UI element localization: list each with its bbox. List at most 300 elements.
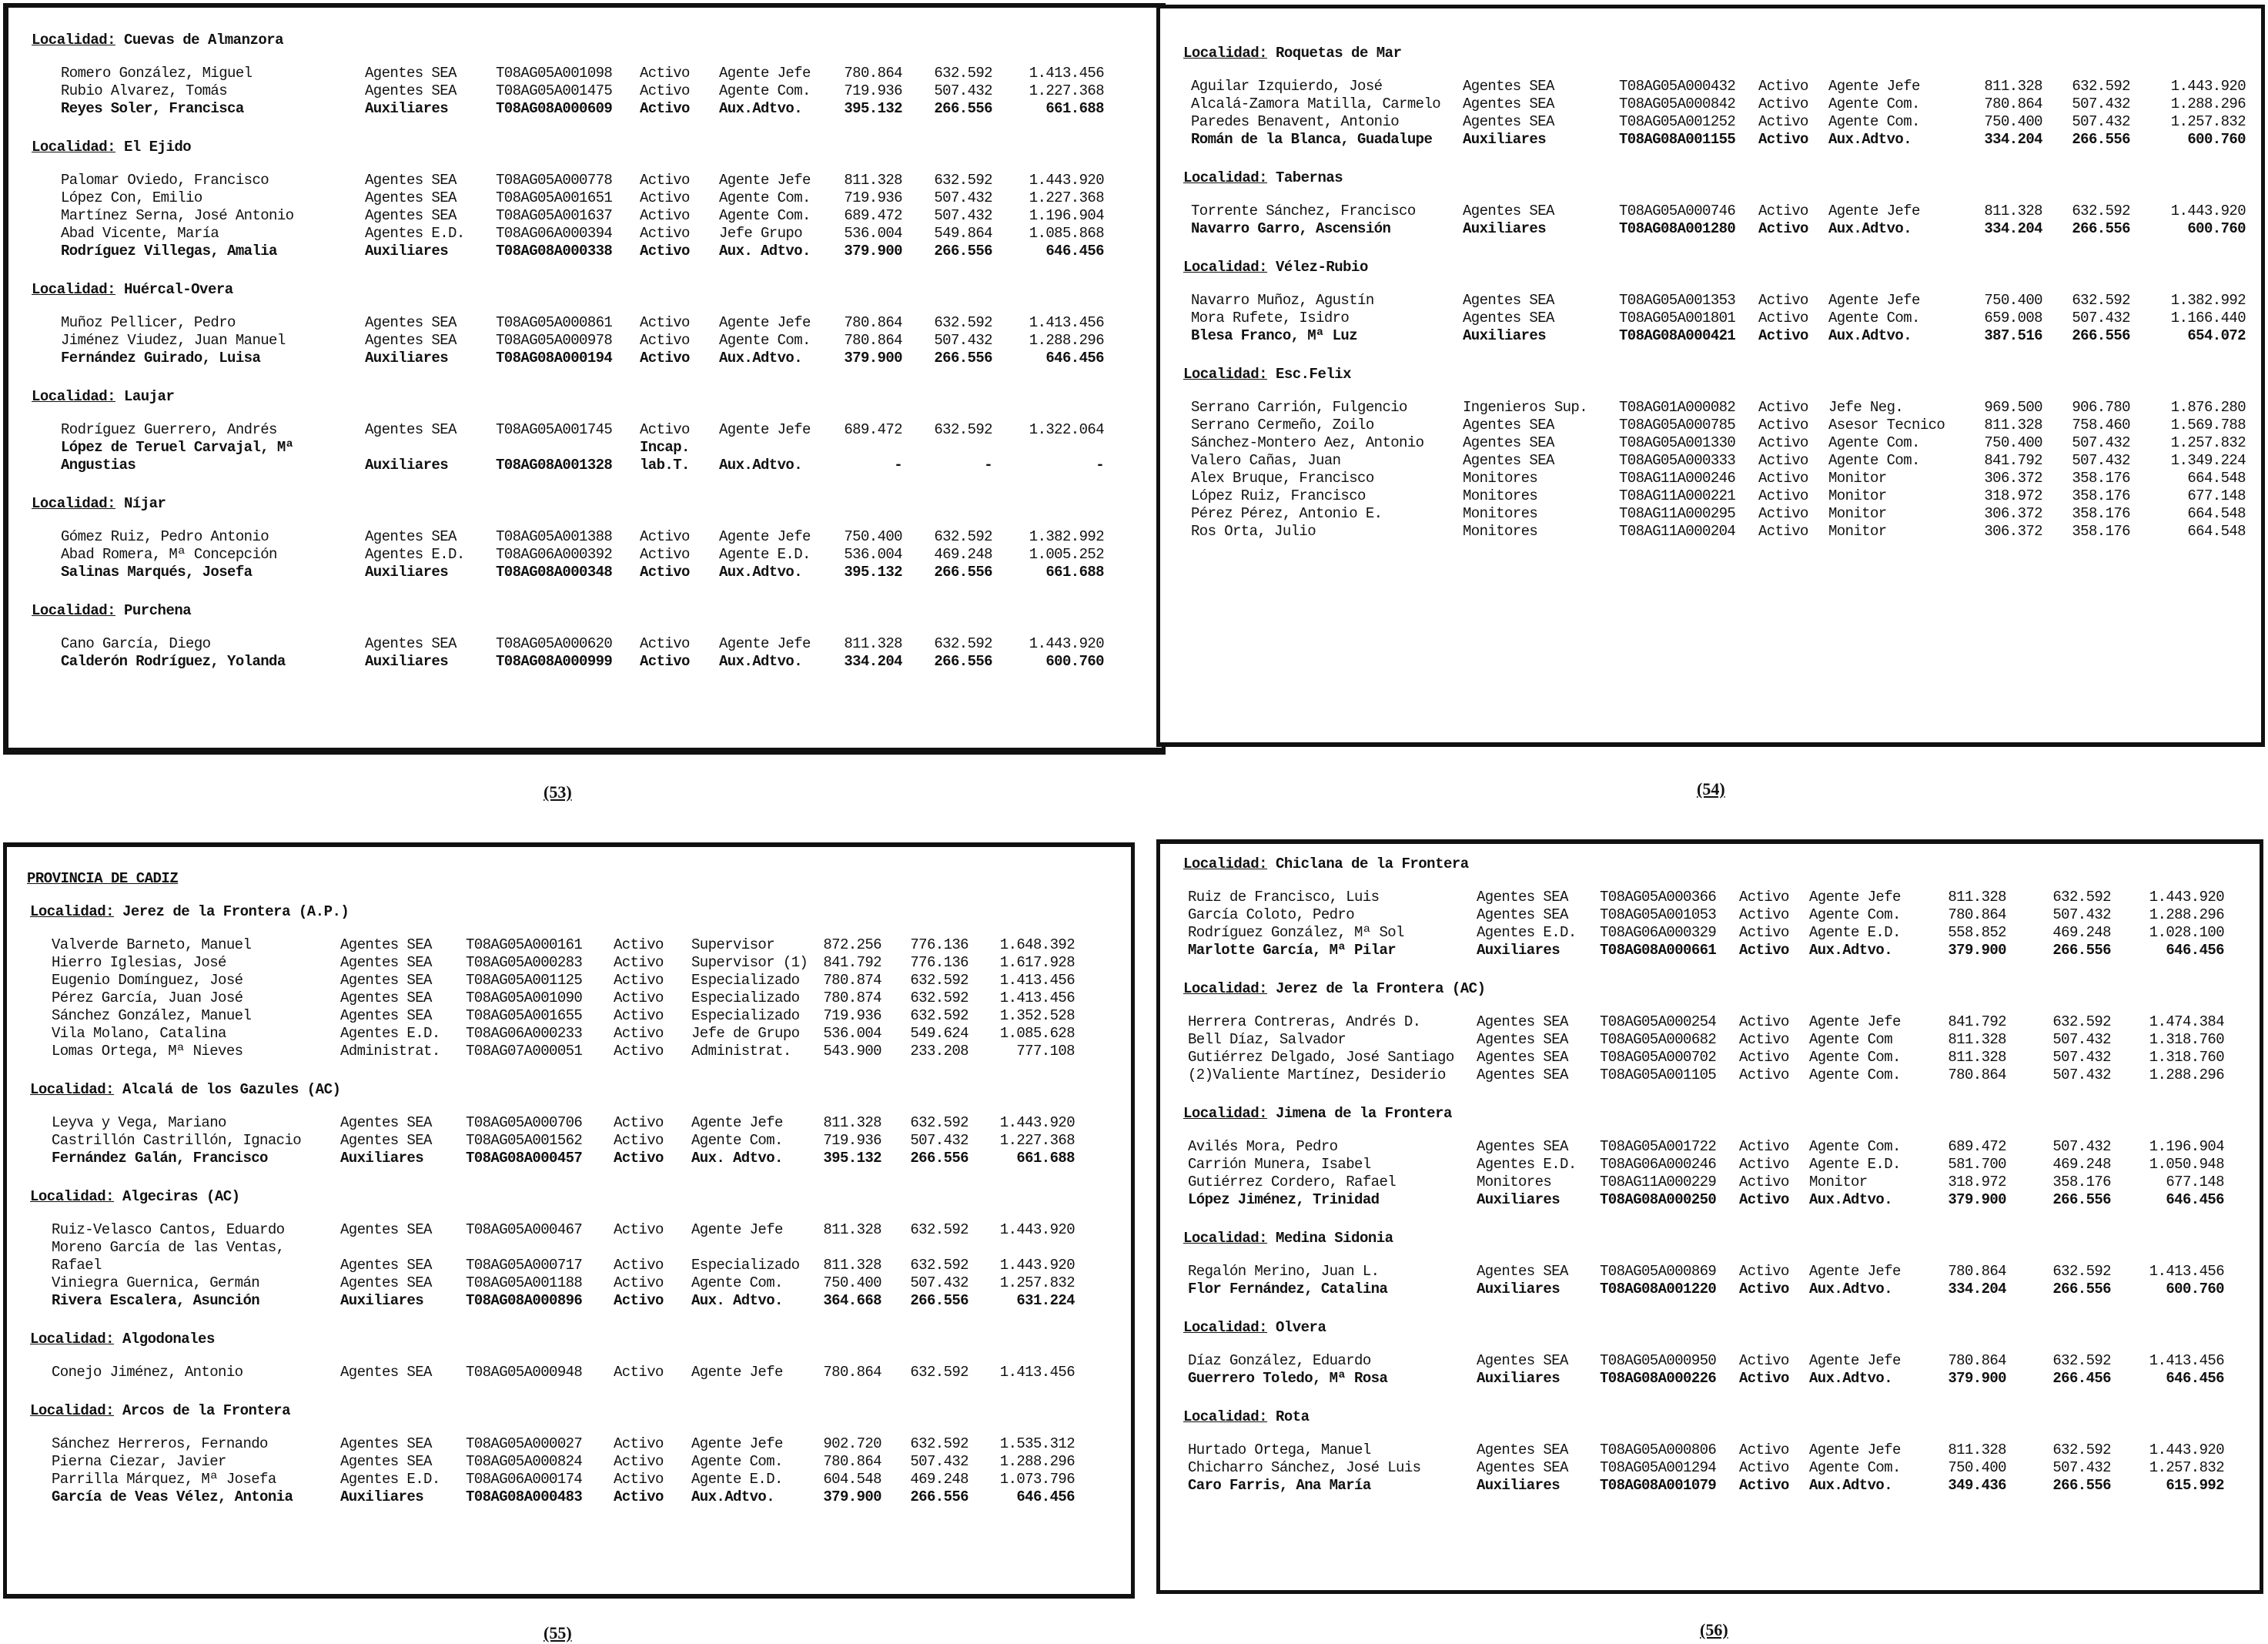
- base-amount: 581.700: [1948, 1156, 2006, 1173]
- supplement-amount: 507.432: [2072, 310, 2130, 326]
- employee-code: T08AG06A000174: [466, 1471, 583, 1488]
- total-amount: 1.443.920: [2170, 78, 2246, 95]
- staff-group: Agentes SEA: [340, 1257, 432, 1274]
- category: Agente E.D.: [691, 1471, 783, 1488]
- employee-name: Caro Farris, Ana María: [1188, 1477, 1371, 1494]
- supplement-amount: 507.432: [2052, 906, 2111, 923]
- staff-group: Auxiliares: [1477, 1281, 1561, 1297]
- locality-heading: [1183, 1318, 2260, 1337]
- page-53-table: [3, 3, 1166, 755]
- staff-group: Auxiliares: [365, 564, 449, 581]
- total-amount: 654.072: [2187, 327, 2246, 344]
- employee-code: T08AG05A001252: [1619, 113, 1736, 130]
- employee-code: T08AG05A000702: [1600, 1049, 1717, 1066]
- table-row: [1160, 487, 2261, 505]
- category: Asesor Tecnico: [1828, 417, 1945, 434]
- locality-name: Alcalá de los Gazules (AC): [122, 1081, 341, 1098]
- category: Monitor: [1809, 1174, 1868, 1190]
- status: Activo: [614, 1025, 664, 1042]
- supplement-amount: 358.176: [2072, 487, 2130, 504]
- locality-section: [7, 1330, 1131, 1381]
- base-amount: 318.972: [1948, 1174, 2006, 1190]
- employee-name: Ruiz-Velasco Cantos, Eduardo: [52, 1221, 285, 1238]
- table-row: [8, 172, 1162, 189]
- employee-code: T08AG08A000609: [496, 100, 613, 117]
- status: Activo: [1739, 1174, 1789, 1190]
- locality-section: [1160, 979, 2260, 1084]
- staff-group: Agentes SEA: [1477, 906, 1568, 923]
- employee-name: Martínez Serna, José Antonio: [61, 207, 294, 224]
- employee-name: Hierro Iglesias, José: [52, 954, 226, 971]
- table-row: [8, 82, 1162, 100]
- employee-code: T08AG05A000620: [496, 635, 613, 652]
- base-amount: 334.204: [1948, 1281, 2006, 1297]
- supplement-amount: 632.592: [934, 314, 992, 331]
- base-amount: 334.204: [844, 653, 902, 670]
- table-row: [1160, 203, 2261, 220]
- employee-name: Pérez Pérez, Antonio E.: [1191, 505, 1383, 522]
- table-row: [1160, 131, 2261, 149]
- employee-name: Moreno García de las Ventas, Rafael: [52, 1239, 285, 1274]
- total-amount: 1.227.368: [1029, 82, 1104, 99]
- base-amount: 543.900: [823, 1043, 881, 1060]
- category: Agente Com.: [719, 82, 811, 99]
- locality-heading: [32, 138, 1162, 156]
- staff-group: Agentes SEA: [365, 82, 457, 99]
- staff-group: Auxiliares: [1463, 131, 1547, 148]
- supplement-amount: 507.432: [2072, 113, 2130, 130]
- staff-group: Agentes SEA: [1477, 1138, 1568, 1155]
- locality-name: Rota: [1275, 1408, 1310, 1425]
- base-amount: 536.004: [844, 225, 902, 242]
- employee-code: T08AG06A000329: [1600, 924, 1717, 941]
- employee-name: Bell Díaz, Salvador: [1188, 1031, 1346, 1048]
- category: Aux.Adtvo.: [1828, 327, 1912, 344]
- table-row: [1160, 470, 2261, 487]
- supplement-amount: 632.592: [934, 65, 992, 82]
- base-amount: 780.864: [1948, 906, 2006, 923]
- base-amount: 780.864: [844, 314, 902, 331]
- status: Activo: [614, 1292, 664, 1309]
- table-row: [1160, 1281, 2260, 1298]
- staff-group: Agentes SEA: [1477, 1013, 1568, 1030]
- employee-name: López Jiménez, Trinidad: [1188, 1191, 1380, 1208]
- base-amount: 811.328: [823, 1257, 881, 1274]
- table-row: [1160, 1352, 2260, 1370]
- supplement-amount: 266.556: [910, 1488, 968, 1505]
- status: Activo: [1739, 1441, 1789, 1458]
- locality-name: Níjar: [123, 495, 166, 512]
- total-amount: 600.760: [2187, 220, 2246, 237]
- employee-name: Sánchez González, Manuel: [52, 1007, 252, 1024]
- table-row: [7, 972, 1131, 989]
- page-content: [8, 31, 1162, 691]
- status: Activo: [614, 1007, 664, 1024]
- staff-group: Auxiliares: [340, 1150, 424, 1167]
- category: Agente Com.: [1828, 113, 1920, 130]
- employee-name: García Coloto, Pedro: [1188, 906, 1355, 923]
- base-amount: 379.900: [844, 243, 902, 259]
- page-number: (55): [544, 1623, 572, 1642]
- total-amount: 646.456: [1045, 350, 1104, 367]
- locality-section: [1160, 1229, 2260, 1298]
- supplement-amount: 632.592: [910, 972, 968, 989]
- employee-name: Blesa Franco, Mª Luz: [1191, 327, 1358, 344]
- total-amount: 1.005.252: [1029, 546, 1104, 563]
- staff-group: Agentes SEA: [340, 936, 432, 953]
- employee-name: Abad Romera, Mª Concepción: [61, 546, 277, 563]
- locality-heading: [1183, 169, 2261, 187]
- page-content: [1160, 855, 2260, 1515]
- base-amount: 379.900: [1948, 942, 2006, 959]
- table-row: [8, 65, 1162, 82]
- table-row: [8, 243, 1162, 260]
- table-row: [1160, 505, 2261, 523]
- locality-heading: [32, 494, 1162, 513]
- page-content: [1160, 44, 2261, 561]
- employee-code: T08AG05A000950: [1600, 1352, 1717, 1369]
- employee-name: Fernández Galán, Francisco: [52, 1150, 268, 1167]
- supplement-amount: 507.432: [2072, 95, 2130, 112]
- staff-group: Agentes SEA: [1477, 1459, 1568, 1476]
- total-amount: 1.443.920: [2149, 1441, 2224, 1458]
- base-amount: 689.472: [844, 207, 902, 224]
- locality-section: [7, 1401, 1131, 1506]
- table-row: [1160, 1156, 2260, 1174]
- locality-heading: [32, 387, 1162, 406]
- total-amount: 1.085.868: [1029, 225, 1104, 242]
- total-amount: 664.548: [2187, 470, 2246, 487]
- employee-code: T08AG05A000432: [1619, 78, 1736, 95]
- employee-code: T08AG05A000333: [1619, 452, 1736, 469]
- employee-name: García de Veas Vélez, Antonia: [52, 1488, 293, 1505]
- category: Jefe Neg.: [1828, 399, 1904, 416]
- locality-heading: [30, 902, 1131, 921]
- total-amount: 1.443.920: [1029, 635, 1104, 652]
- supplement-amount: 266.556: [2052, 1281, 2111, 1297]
- staff-group: Agentes SEA: [365, 314, 457, 331]
- employee-code: T08AG08A000338: [496, 243, 613, 259]
- locality-label: Localidad:: [1183, 1319, 1268, 1336]
- base-amount: 659.008: [1984, 310, 2042, 326]
- locality-heading: [32, 280, 1162, 299]
- status: Activo: [1739, 1370, 1789, 1387]
- employee-code: T08AG05A000824: [466, 1453, 583, 1470]
- status: Activo: [1758, 417, 1808, 434]
- total-amount: 600.760: [1045, 653, 1104, 670]
- supplement-amount: 266.556: [2072, 220, 2130, 237]
- base-amount: 387.516: [1984, 327, 2042, 344]
- employee-code: T08AG08A000457: [466, 1150, 583, 1167]
- locality-label: Localidad:: [30, 1331, 115, 1348]
- base-amount: 811.328: [1948, 1031, 2006, 1048]
- category: Jefe Grupo: [719, 225, 803, 242]
- locality-label: Localidad:: [1183, 45, 1268, 62]
- base-amount: 780.864: [1948, 1066, 2006, 1083]
- locality-label: Localidad:: [32, 281, 116, 298]
- employee-code: T08AG05A000366: [1600, 889, 1717, 906]
- locality-name: Cuevas de Almanzora: [123, 32, 284, 49]
- supplement-amount: 632.592: [2052, 1352, 2111, 1369]
- category: Agente Jefe: [1809, 1441, 1901, 1458]
- employee-name: Viniegra Guernica, Germán: [52, 1274, 260, 1291]
- locality-heading: [32, 31, 1162, 49]
- category: Especializado: [691, 972, 800, 989]
- category: Agente Jefe: [719, 65, 811, 82]
- employee-name: Rodríguez González, Mª Sol: [1188, 924, 1404, 941]
- employee-code: T08AG05A001745: [496, 421, 613, 438]
- staff-group: Agentes SEA: [1463, 78, 1554, 95]
- category: Agente Jefe: [1828, 203, 1920, 219]
- table-row: [1160, 1138, 2260, 1156]
- table-row: [1160, 924, 2260, 942]
- locality-section: [1160, 258, 2261, 345]
- employee-code: T08AG08A000226: [1600, 1370, 1717, 1387]
- staff-group: Agentes E.D.: [365, 546, 465, 563]
- employee-name: Calderón Rodríguez, Yolanda: [61, 653, 286, 670]
- employee-code: T08AG11A000221: [1619, 487, 1736, 504]
- total-amount: 1.443.920: [999, 1257, 1075, 1274]
- table-row: [1160, 889, 2260, 906]
- base-amount: 334.204: [1984, 131, 2042, 148]
- table-row: [7, 1488, 1131, 1506]
- employee-name: Gutiérrez Delgado, José Santiago: [1188, 1049, 1454, 1066]
- supplement-amount: 507.432: [910, 1274, 968, 1291]
- category: Agente Com.: [719, 189, 811, 206]
- employee-code: T08AG05A000861: [496, 314, 613, 331]
- table-row: [7, 1274, 1131, 1292]
- category: Aux. Adtvo.: [691, 1292, 783, 1309]
- table-row: [7, 954, 1131, 972]
- supplement-amount: 266.556: [934, 653, 992, 670]
- locality-label: Localidad:: [1183, 169, 1268, 186]
- supplement-amount: 632.592: [2052, 1263, 2111, 1280]
- staff-group: Agentes SEA: [365, 635, 457, 652]
- supplement-amount: 549.624: [910, 1025, 968, 1042]
- locality-label: Localidad:: [32, 495, 116, 512]
- locality-heading: [1183, 44, 2261, 62]
- employee-code: T08AG05A000978: [496, 332, 613, 349]
- category: Aux.Adtvo.: [1809, 1281, 1893, 1297]
- category: Aux.Adtvo.: [1828, 131, 1912, 148]
- supplement-amount: 507.432: [2052, 1459, 2111, 1476]
- table-row: [1160, 1459, 2260, 1477]
- employee-name: Conejo Jiménez, Antonio: [52, 1364, 243, 1381]
- employee-code: T08AG08A000421: [1619, 327, 1736, 344]
- employee-name: Rubio Alvarez, Tomás: [61, 82, 228, 99]
- status: Activo: [1739, 1191, 1789, 1208]
- total-amount: 1.085.628: [999, 1025, 1075, 1042]
- category: Agente Com.: [691, 1132, 783, 1149]
- employee-code: T08AG06A000233: [466, 1025, 583, 1042]
- status: Activo: [1739, 1156, 1789, 1173]
- employee-name: Castrillón Castrillón, Ignacio: [52, 1132, 302, 1149]
- staff-group: Agentes SEA: [365, 189, 457, 206]
- employee-code: T08AG05A001294: [1600, 1459, 1717, 1476]
- category: Agente Jefe: [691, 1114, 783, 1131]
- category: Agente Jefe: [719, 314, 811, 331]
- locality-section: [7, 1187, 1131, 1310]
- base-amount: 719.936: [844, 82, 902, 99]
- base-amount: 750.400: [844, 528, 902, 545]
- category: Aux. Adtvo.: [691, 1150, 783, 1167]
- status: Activo: [640, 225, 690, 242]
- status: Activo: [1739, 942, 1789, 959]
- category: Monitor: [1828, 470, 1887, 487]
- base-amount: 750.400: [1984, 113, 2042, 130]
- category: Aux.Adtvo.: [1809, 1477, 1893, 1494]
- employee-code: T08AG05A001475: [496, 82, 613, 99]
- status: Activo: [640, 332, 690, 349]
- total-amount: 1.382.992: [1029, 528, 1104, 545]
- table-row: [7, 1114, 1131, 1132]
- staff-group: Auxiliares: [365, 653, 449, 670]
- total-amount: 1.535.312: [999, 1435, 1075, 1452]
- staff-group: Monitores: [1463, 487, 1538, 504]
- province-title: PROVINCIA DE CADIZ: [27, 870, 179, 887]
- category: Aux.Adtvo.: [1809, 1370, 1893, 1387]
- staff-group: Agentes SEA: [1477, 1441, 1568, 1458]
- base-amount: 306.372: [1984, 523, 2042, 540]
- staff-group: Auxiliares: [1463, 327, 1547, 344]
- employee-code: T08AG08A000348: [496, 564, 613, 581]
- table-row: [1160, 1191, 2260, 1209]
- employee-name: López de Teruel Carvajal, Mª Angustias: [61, 439, 294, 474]
- base-amount: 750.400: [1948, 1459, 2006, 1476]
- category: Aux.Adtvo.: [719, 653, 803, 670]
- employee-name: Parrilla Márquez, Mª Josefa: [52, 1471, 276, 1488]
- locality-section: [1160, 1408, 2260, 1495]
- employee-name: Navarro Garro, Ascensión: [1191, 220, 1391, 237]
- page-56-table: [1156, 839, 2263, 1594]
- table-row: [1160, 220, 2261, 238]
- status: Activo: [1739, 1459, 1789, 1476]
- base-amount: 811.328: [1984, 78, 2042, 95]
- base-amount: 379.900: [823, 1488, 881, 1505]
- base-amount: 780.864: [1948, 1263, 2006, 1280]
- employee-code: T08AG08A001328: [496, 457, 613, 474]
- staff-group: Agentes SEA: [1477, 1049, 1568, 1066]
- employee-name: Serrano Carrión, Fulgencio: [1191, 399, 1407, 416]
- staff-group: Auxiliares: [340, 1292, 424, 1309]
- status: Activo: [614, 1364, 664, 1381]
- employee-code: T08AG11A000295: [1619, 505, 1736, 522]
- category: Especializado: [691, 1007, 800, 1024]
- total-amount: 1.569.788: [2170, 417, 2246, 434]
- base-amount: 689.472: [1948, 1138, 2006, 1155]
- table-row: [1160, 113, 2261, 131]
- status: Activo: [1739, 1066, 1789, 1083]
- base-amount: 811.328: [823, 1221, 881, 1238]
- staff-group: Auxiliares: [1477, 1191, 1561, 1208]
- status: Activo: [1739, 924, 1789, 941]
- table-row: [8, 332, 1162, 350]
- staff-group: Agentes E.D.: [1477, 1156, 1577, 1173]
- table-row: [1160, 1066, 2260, 1084]
- employee-code: T08AG05A001651: [496, 189, 613, 206]
- base-amount: 780.864: [823, 1364, 881, 1381]
- total-amount: 1.288.296: [999, 1453, 1075, 1470]
- total-amount: 1.196.904: [2149, 1138, 2224, 1155]
- locality-heading: [30, 1187, 1131, 1206]
- supplement-amount: 266.556: [934, 100, 992, 117]
- base-amount: 558.852: [1948, 924, 2006, 941]
- table-row: [1160, 310, 2261, 327]
- category: Supervisor: [691, 936, 775, 953]
- category: Agente Com.: [1809, 1049, 1901, 1066]
- employee-name: Vila Molano, Catalina: [52, 1025, 226, 1042]
- locality-name: Vélez-Rubio: [1275, 259, 1368, 276]
- table-row: [1160, 292, 2261, 310]
- status: Activo: [1739, 1138, 1789, 1155]
- staff-group: Agentes E.D.: [1477, 924, 1577, 941]
- supplement-amount: 358.176: [2072, 470, 2130, 487]
- locality-name: Esc.Felix: [1275, 366, 1352, 383]
- base-amount: 536.004: [823, 1025, 881, 1042]
- locality-heading: [1183, 365, 2261, 383]
- employee-name: Valverde Barneto, Manuel: [52, 936, 252, 953]
- category: Agente Com.: [1809, 1459, 1901, 1476]
- employee-name: Paredes Benavent, Antonio: [1191, 113, 1400, 130]
- total-amount: 1.288.296: [2149, 1066, 2224, 1083]
- staff-group: Agentes E.D.: [365, 225, 465, 242]
- employee-code: T08AG05A000467: [466, 1221, 583, 1238]
- locality-section: [8, 31, 1162, 118]
- supplement-amount: 507.432: [2072, 434, 2130, 451]
- total-amount: 1.876.280: [2170, 399, 2246, 416]
- status: Activo: [614, 936, 664, 953]
- employee-name: Rivera Escalera, Asunción: [52, 1292, 260, 1309]
- supplement-amount: 266.556: [2072, 327, 2130, 344]
- base-amount: 872.256: [823, 936, 881, 953]
- supplement-amount: 507.432: [2052, 1066, 2111, 1083]
- total-amount: 1.288.296: [1029, 332, 1104, 349]
- table-row: [7, 1007, 1131, 1025]
- table-row: [1160, 523, 2261, 541]
- staff-group: Agentes SEA: [1477, 889, 1568, 906]
- status: Activo: [1739, 906, 1789, 923]
- status: Activo: [640, 635, 690, 652]
- staff-group: Agentes SEA: [365, 172, 457, 189]
- employee-code: T08AG08A000661: [1600, 942, 1717, 959]
- status: Activo: [1758, 310, 1808, 326]
- base-amount: 780.864: [823, 1453, 881, 1470]
- staff-group: Agentes SEA: [340, 954, 432, 971]
- table-row: [7, 1221, 1131, 1239]
- status: Activo: [614, 989, 664, 1006]
- base-amount: 780.874: [823, 972, 881, 989]
- locality-heading: [30, 1401, 1131, 1420]
- status: Activo: [640, 528, 690, 545]
- employee-name: Gutiérrez Cordero, Rafael: [1188, 1174, 1397, 1190]
- total-amount: 631.224: [1016, 1292, 1075, 1309]
- supplement-amount: 266.556: [2072, 131, 2130, 148]
- base-amount: 750.400: [1984, 292, 2042, 309]
- locality-name: Algeciras (AC): [122, 1188, 240, 1205]
- supplement-amount: 266.556: [934, 350, 992, 367]
- employee-code: T08AG05A001655: [466, 1007, 583, 1024]
- staff-group: Auxiliares: [1477, 942, 1561, 959]
- total-amount: 1.413.456: [1029, 314, 1104, 331]
- status: Activo: [614, 1221, 664, 1238]
- table-row: [8, 207, 1162, 225]
- locality-heading: [1183, 1408, 2260, 1426]
- table-row: [7, 1150, 1131, 1167]
- base-amount: 395.132: [844, 564, 902, 581]
- base-amount: 379.900: [844, 350, 902, 367]
- table-row: [7, 936, 1131, 954]
- total-amount: 646.456: [2166, 942, 2224, 959]
